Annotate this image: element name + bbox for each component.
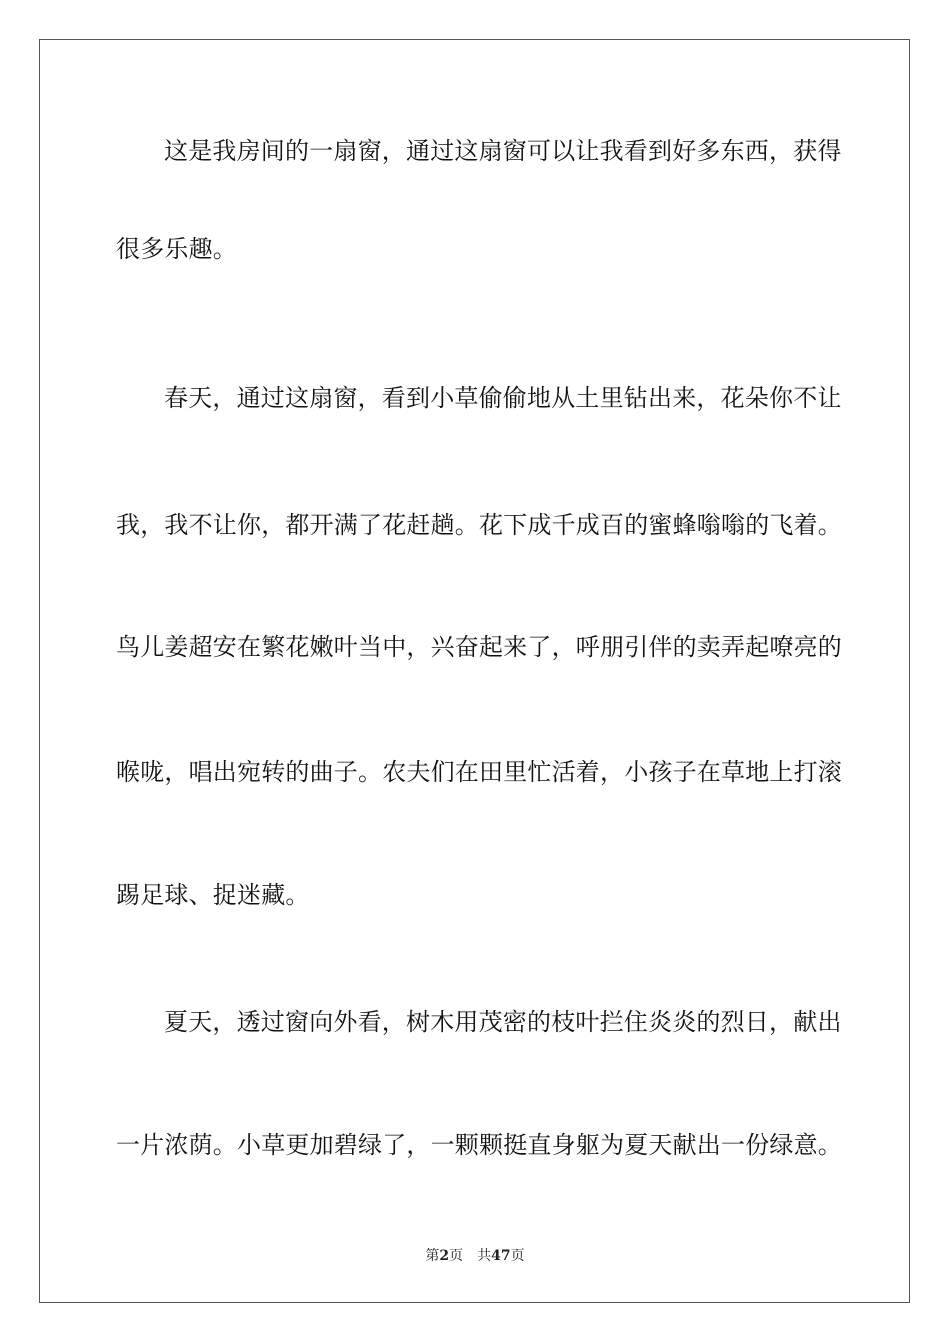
paragraph-1-line-2: 很多乐趣。 (116, 235, 237, 263)
page-number: 2 (439, 1248, 450, 1264)
paragraph-3-line-2: 一片浓荫。小草更加碧绿了，一颗颗挺直身躯为夏天献出一份绿意。 (116, 1131, 842, 1159)
paragraph-2-line-3: 鸟儿姜超安在繁花嫩叶当中，兴奋起来了，呼朋引伴的卖弄起嘹亮的 (116, 633, 842, 661)
paragraph-1-line-1: 这是我房间的一扇窗，通过这扇窗可以让我看到好多东西，获得 (164, 137, 842, 165)
paragraph-3-line-1: 夏天，透过窗向外看，树木用茂密的枝叶拦住炎炎的烈日，献出 (164, 1008, 842, 1036)
paragraph-2-line-1: 春天，通过这扇窗，看到小草偷偷地从土里钻出来，花朵你不让 (164, 384, 842, 412)
page-prefix: 第 (425, 1248, 440, 1264)
total-pages: 47 (491, 1248, 511, 1264)
paragraph-2-line-5: 踢足球、捉迷藏。 (116, 881, 310, 909)
page-footer (0, 1246, 950, 1266)
total-suffix: 页 (510, 1248, 525, 1264)
paragraph-2-line-4: 喉咙，唱出宛转的曲子。农夫们在田里忙活着，小孩子在草地上打滚 (116, 758, 842, 786)
total-prefix: 共 (477, 1248, 492, 1264)
page-border (39, 39, 910, 1303)
paragraph-2-line-2: 我，我不让你，都开满了花赶趟。花下成千成百的蜜蜂嗡嗡的飞着。 (116, 511, 842, 539)
page-suffix: 页 (449, 1248, 464, 1264)
